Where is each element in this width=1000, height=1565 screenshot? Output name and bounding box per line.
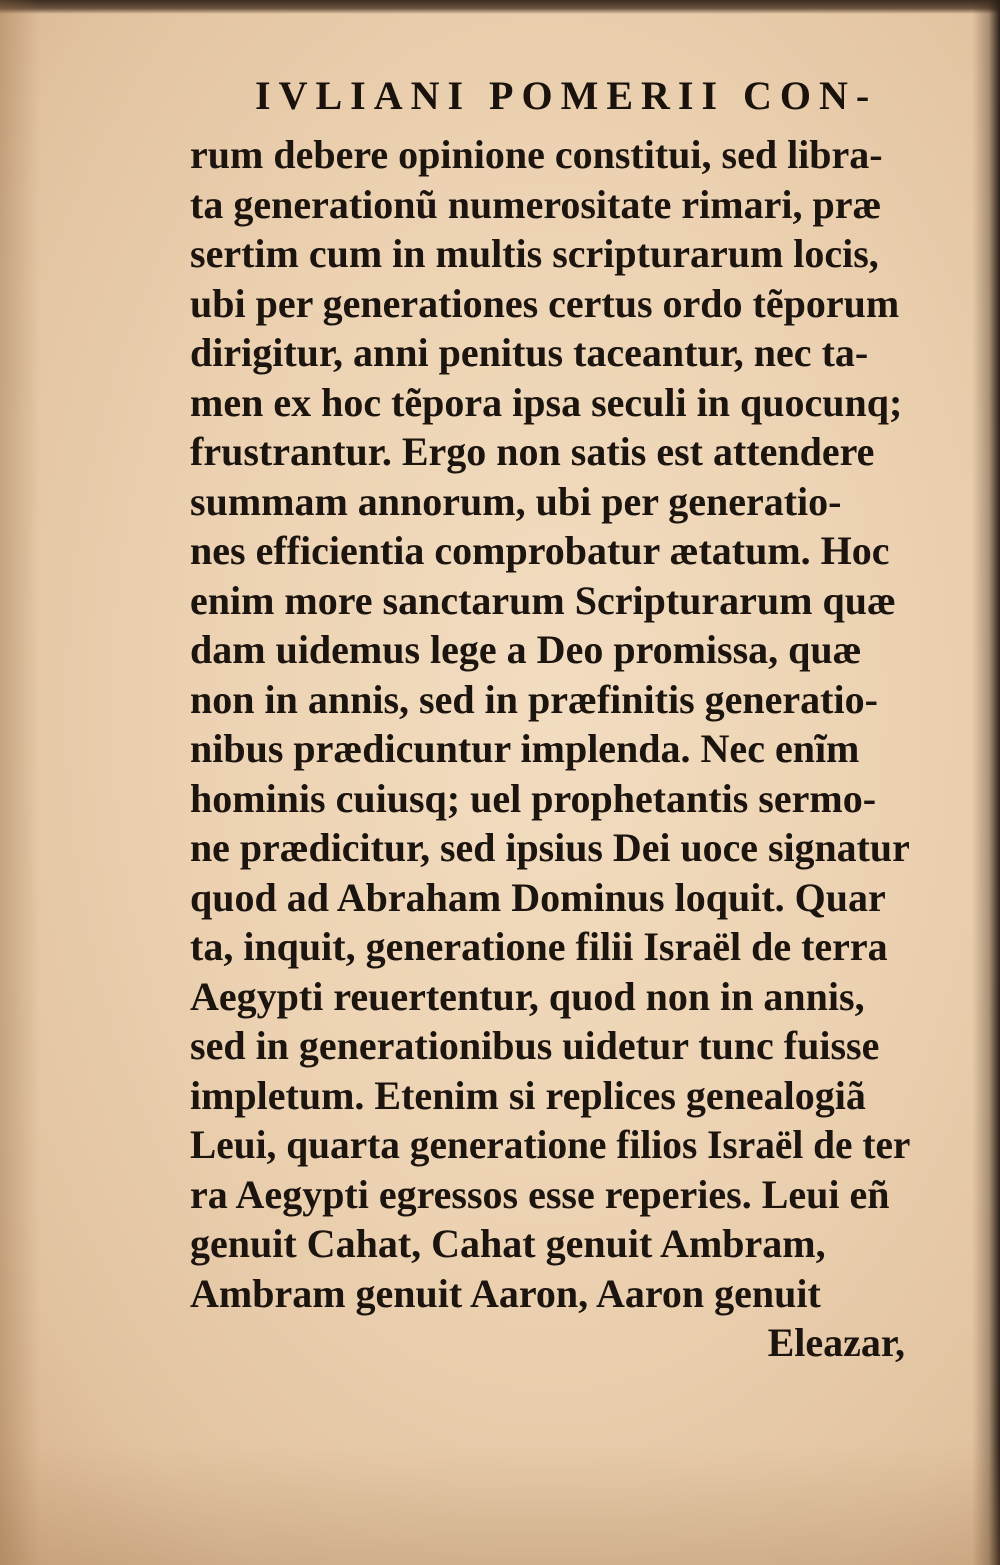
text-line: dirigitur, anni penitus taceantur, nec ta- [190, 330, 869, 375]
page-gutter-shadow [0, 0, 40, 1565]
text-line: Ambram genuit Aaron, Aaron genuit [190, 1270, 821, 1316]
text-line: nes efficientia comprobatur ætatum. Hoc [190, 528, 890, 573]
running-header: IVLIANI POMERII CON- [255, 73, 878, 118]
text-line: frustrantur. Ergo non satis est attendere [190, 429, 875, 474]
text-line: Leui, quarta generatione filios Israël de ter [190, 1122, 911, 1167]
page-bottom-shade [0, 1445, 1000, 1565]
text-line: ne prædicitur, sed ipsius Dei uoce signatur [190, 825, 910, 870]
text-line: ta, inquit, generatione filii Israël de terra [190, 924, 888, 969]
body-text [190, 130, 950, 1368]
text-line: ra Aegypti egressos esse reperies. Leui eñ [190, 1171, 890, 1217]
text-line: summam annorum, ubi per generatio- [190, 478, 842, 524]
text-line: men ex hoc tẽpora ipsa seculi in quocunq; [190, 379, 903, 425]
text-line: dam uidemus lege a Deo promissa, quæ [190, 627, 862, 672]
text-line: impletum. Etenim si replices genealogiã [190, 1072, 866, 1118]
page-top-edge [0, 0, 1000, 14]
catchword: Eleazar, [767, 1320, 905, 1365]
text-line: ta generationũ numerositate rimari, præ [190, 181, 882, 227]
text-line: Aegypti reuertentur, quod non in annis, [190, 973, 865, 1019]
text-line: ubi per generationes certus ordo tẽporum [190, 280, 900, 326]
text-line: genuit Cahat, Cahat genuit Ambram, [190, 1221, 826, 1266]
text-line: rum debere opinione constitui, sed libra- [190, 132, 883, 177]
text-line: quod ad Abraham Dominus loquit. Quar [190, 874, 886, 920]
page-right-edge [972, 0, 1000, 1565]
text-line: hominis cuiusq; uel prophetantis sermo- [190, 775, 877, 821]
text-line: nibus prædicuntur implenda. Nec enĩm [190, 726, 860, 771]
text-line: sed in generationibus uidetur tunc fuisse [190, 1023, 880, 1068]
text-line: enim more sanctarum Scripturarum quæ [190, 577, 896, 623]
text-line: non in annis, sed in præfinitis generatio- [190, 676, 878, 722]
text-line: sertim cum in multis scripturarum locis, [190, 231, 879, 276]
